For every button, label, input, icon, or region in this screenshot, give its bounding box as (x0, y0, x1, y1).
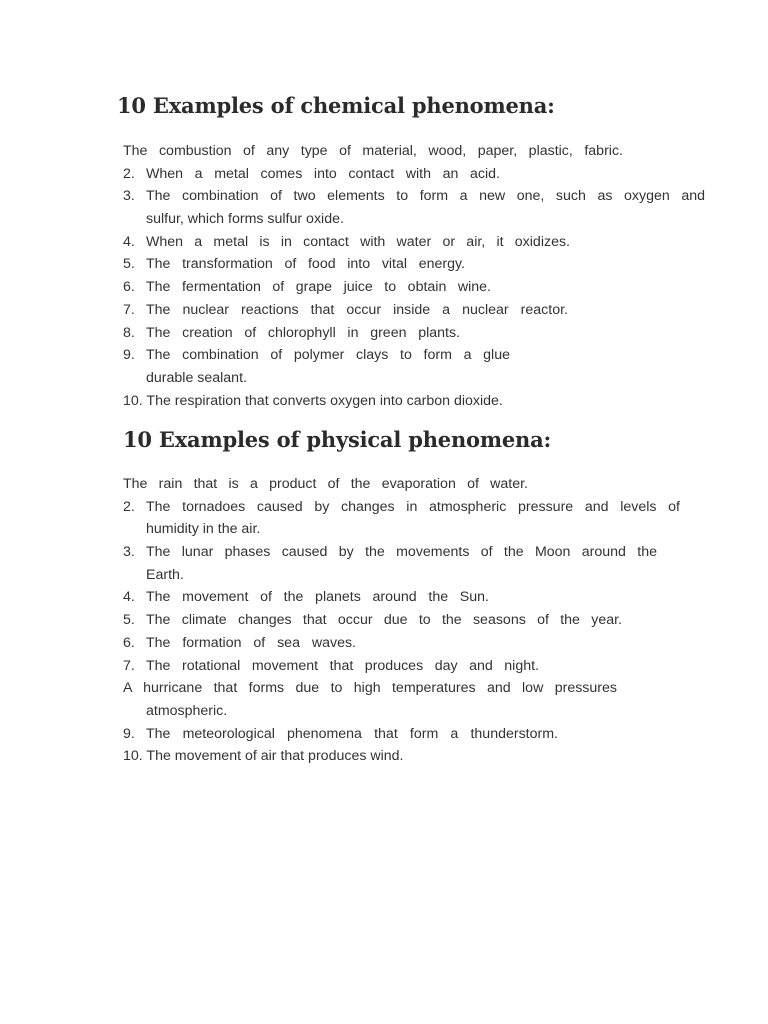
list-item (123, 299, 705, 322)
item-number: 9. (123, 347, 135, 364)
item-text: 10. The movement of air that produces wind. (123, 748, 404, 765)
chemical-list (123, 140, 705, 412)
item-number: 2. (123, 498, 135, 515)
item-number: 7. (123, 657, 135, 674)
item-number: 3. (123, 188, 135, 205)
item-text: sulfur, which forms sulfur oxide. (146, 211, 344, 228)
item-number: 6. (123, 279, 135, 296)
item-number: 2. (123, 165, 135, 182)
item-number: 8. (123, 324, 135, 341)
list-item-continuation (123, 564, 705, 587)
item-text: The tornadoes caused by changes in atmospheric pressure and levels of (146, 498, 680, 515)
list-item (123, 677, 705, 700)
list-item (123, 390, 705, 413)
list-item-continuation (123, 208, 705, 231)
item-number: 4. (123, 589, 135, 606)
list-item (123, 473, 705, 496)
item-text: When a metal is in contact with water or air, it oxidizes. (146, 233, 570, 250)
chemical-heading: 10 Examples of chemical phenomena: (117, 93, 555, 118)
list-item (123, 655, 705, 678)
item-text: The rain that is a product of the evaporation of water. (123, 476, 528, 492)
list-item-continuation (123, 367, 705, 390)
list-item (123, 541, 705, 564)
list-item (123, 163, 705, 186)
list-item (123, 231, 705, 254)
item-text: The combination of polymer clays to form a glue (146, 347, 510, 364)
list-item (123, 723, 705, 746)
list-item (123, 140, 705, 163)
list-item (123, 276, 705, 299)
item-text: The combustion of any type of material, wood, paper, plastic, fabric. (123, 143, 623, 159)
item-text: The rotational movement that produces day and night. (146, 657, 539, 674)
physical-list (123, 473, 705, 768)
item-number: 9. (123, 725, 135, 742)
item-text: The nuclear reactions that occur inside a nuclear reactor. (146, 301, 568, 318)
list-item (123, 185, 705, 208)
item-number: 5. (123, 612, 135, 629)
list-item (123, 586, 705, 609)
item-text: The fermentation of grape juice to obtain wine. (146, 279, 491, 296)
item-text: The lunar phases caused by the movements of the Moon around the (146, 544, 657, 561)
item-number: 6. (123, 634, 135, 651)
item-text: A hurricane that forms due to high temperatures and low pressures (123, 680, 617, 697)
item-number: 4. (123, 233, 135, 250)
list-item-continuation (123, 700, 705, 723)
item-text: The climate changes that occur due to the seasons of the year. (146, 612, 622, 629)
item-text: The combination of two elements to form a new one, such as oxygen and (146, 188, 705, 205)
item-number: 7. (123, 301, 135, 318)
item-text: Earth. (146, 566, 184, 583)
list-item (123, 496, 705, 519)
item-text: 10. The respiration that converts oxygen into carbon dioxide. (123, 392, 503, 409)
item-text: The creation of chlorophyll in green plants. (146, 324, 460, 341)
list-item (123, 322, 705, 345)
item-text: The movement of the planets around the Sun. (146, 589, 489, 606)
list-item (123, 253, 705, 276)
item-number: 5. (123, 256, 135, 273)
item-text: humidity in the air. (146, 521, 261, 538)
physical-heading: 10 Examples of physical phenomena: (123, 427, 552, 452)
list-item (123, 745, 705, 768)
item-text: The meteorological phenomena that form a thunderstorm. (146, 725, 558, 742)
list-item (123, 344, 705, 367)
item-text: When a metal comes into contact with an acid. (146, 165, 500, 182)
item-text: atmospheric. (146, 702, 228, 719)
item-text: The formation of sea waves. (146, 634, 356, 651)
list-item (123, 632, 705, 655)
list-item-continuation (123, 518, 705, 541)
item-text: durable sealant. (146, 369, 247, 386)
item-text: The transformation of food into vital energy. (146, 256, 465, 273)
list-item (123, 609, 705, 632)
item-number: 3. (123, 544, 135, 561)
